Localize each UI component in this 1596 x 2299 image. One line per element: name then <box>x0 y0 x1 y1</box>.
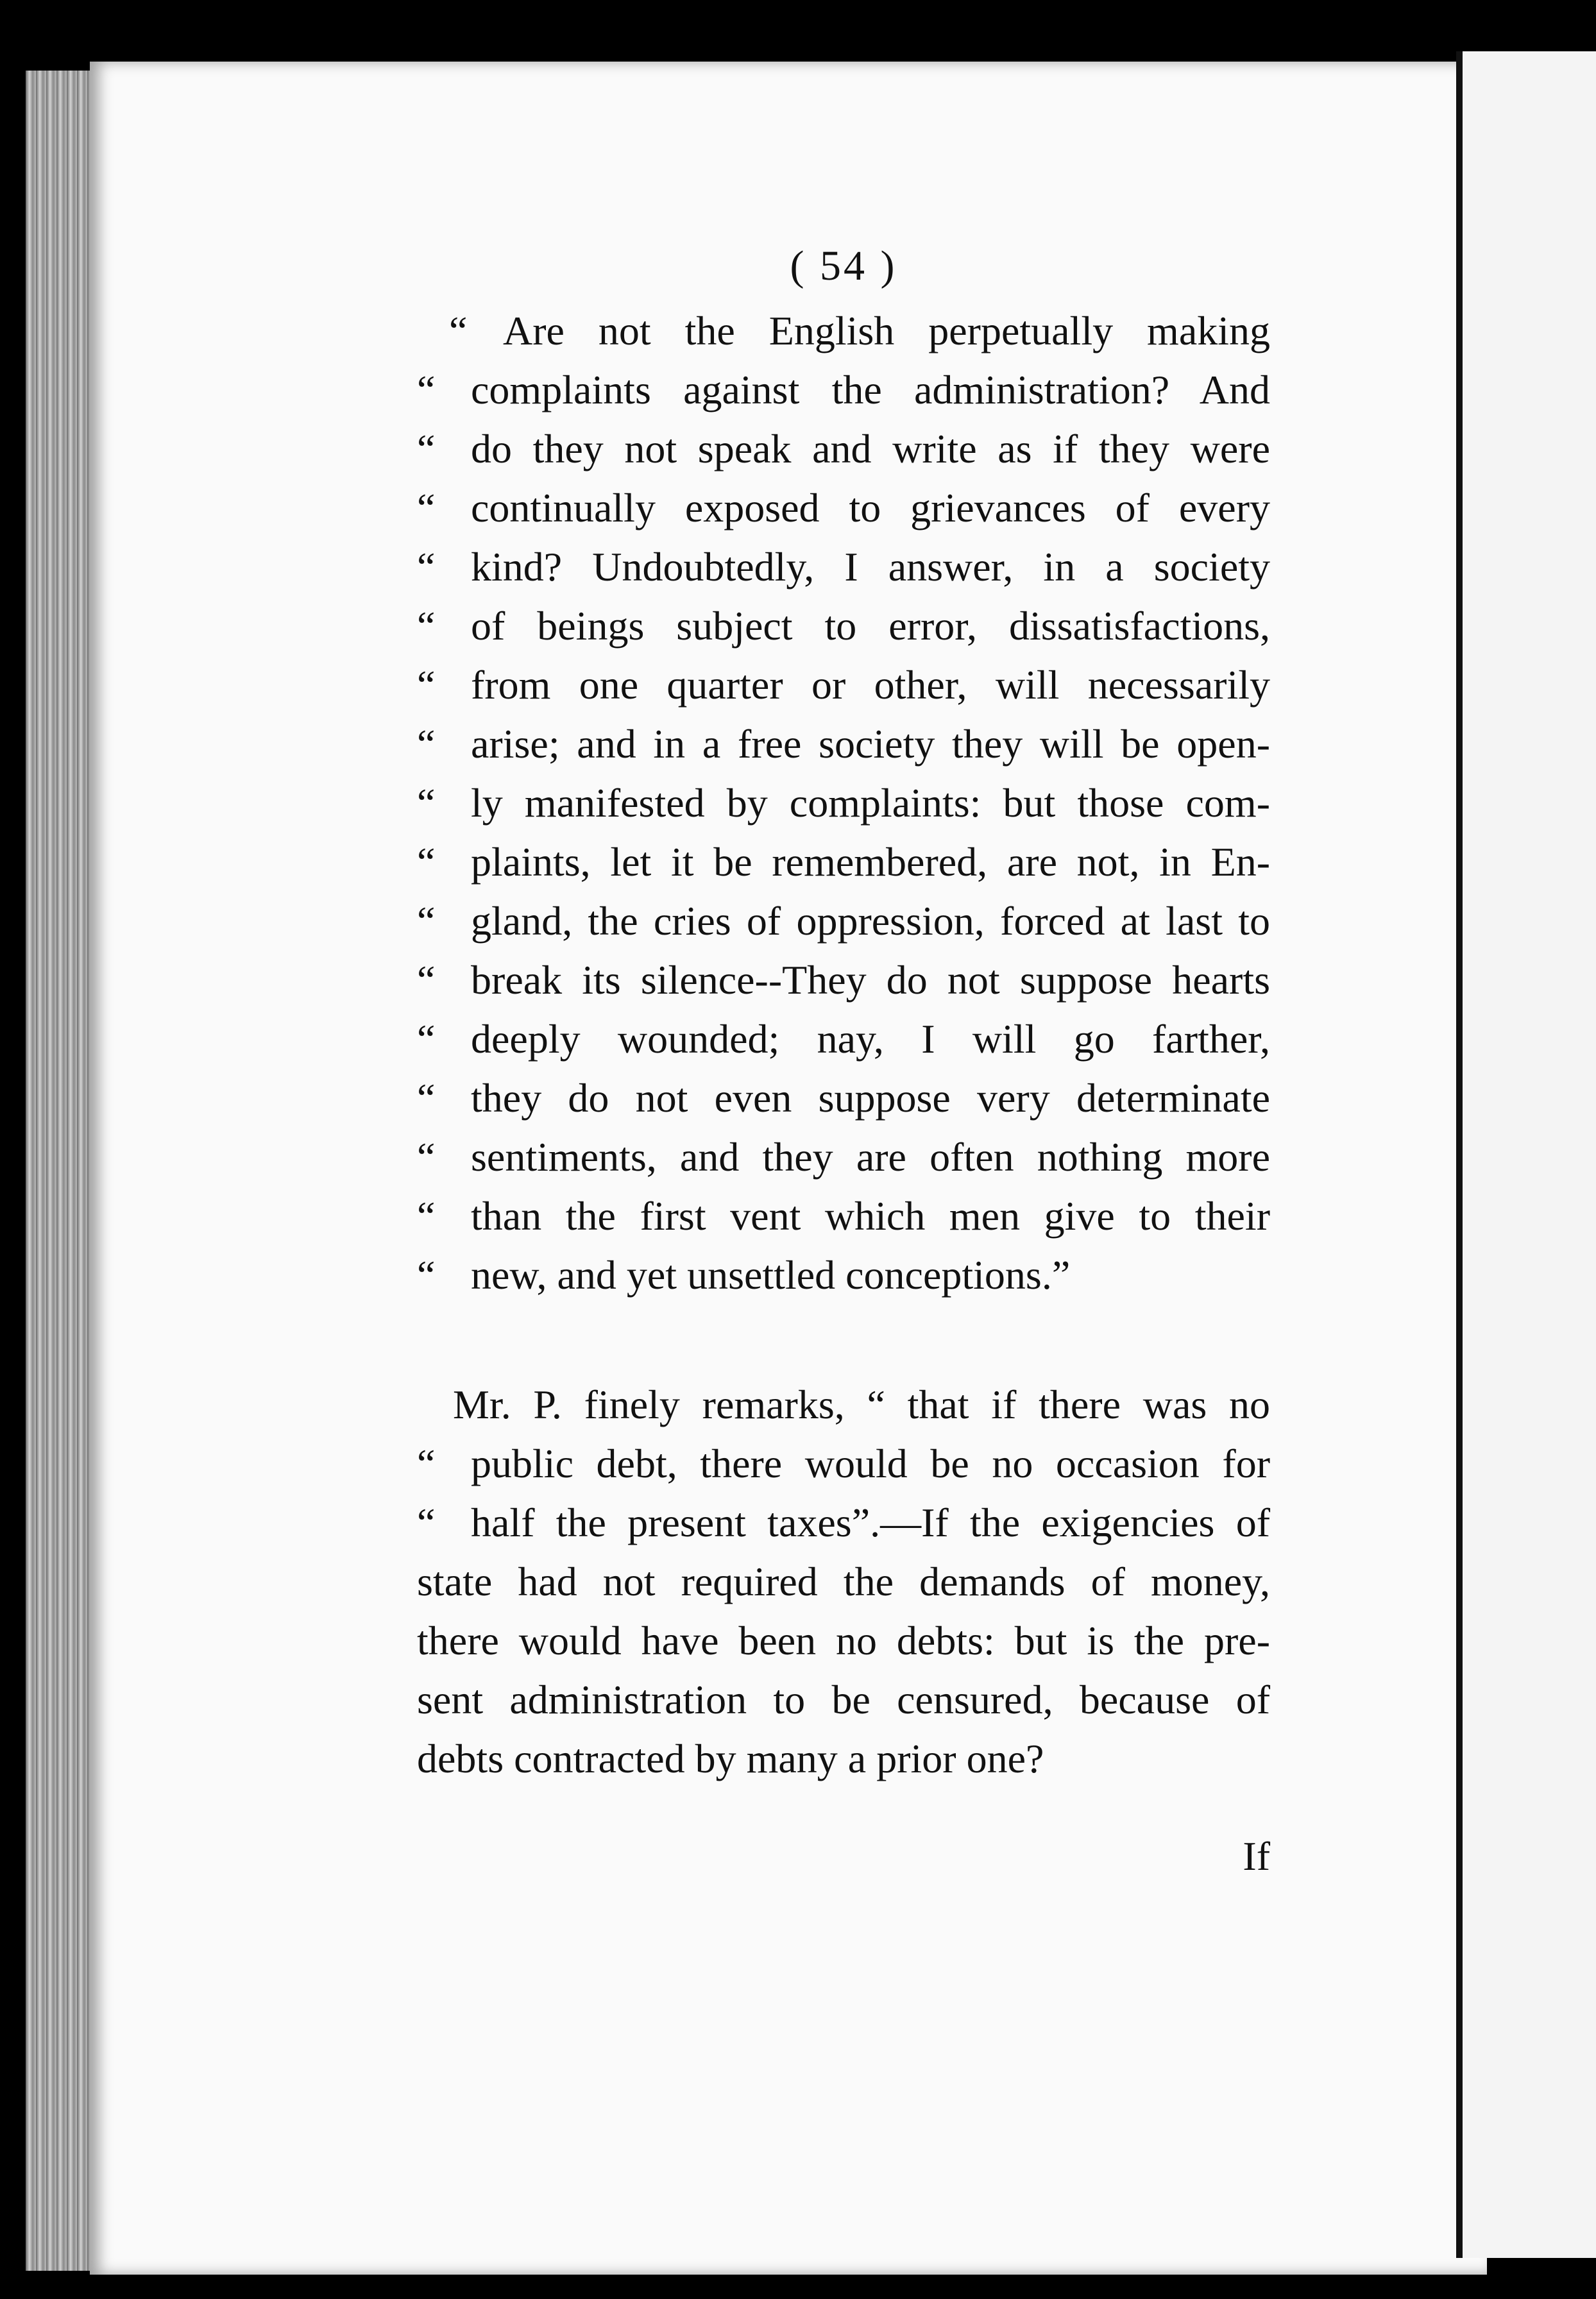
quote-mark: “ <box>417 839 436 885</box>
paragraph-line: “ half the present taxes”.—If the exigencies of <box>417 1493 1270 1552</box>
quote-mark: “ <box>417 1252 436 1298</box>
quote-line: “ continually exposed to grievances of every <box>417 479 1270 538</box>
quote-line: “ plaints, let it be remembered, are not, in En- <box>417 833 1270 892</box>
quote-mark: “ <box>417 1134 436 1180</box>
catchword: If <box>1243 1833 1270 1879</box>
quote-line: “ do they not speak and write as if they were <box>417 420 1270 479</box>
quote-mark: “ <box>417 662 436 708</box>
paragraph-line: there would have been no debts: but is the pre- <box>417 1618 1270 1663</box>
quote-mark: “ <box>417 426 436 471</box>
quote-mark: “ <box>417 1441 436 1486</box>
quote-mark: “ <box>417 1075 436 1121</box>
quote-mark: “ <box>417 544 436 590</box>
page-number: ( 54 ) <box>790 242 897 289</box>
quote-mark: “ <box>417 957 436 1003</box>
quote-line: “ new, and yet unsettled conceptions.” <box>417 1246 1270 1305</box>
page-text <box>417 231 1270 1886</box>
quote-line: “ ly manifested by complaints: but those com- <box>417 774 1270 833</box>
quote-line: “ from one quarter or other, will necessarily <box>417 656 1270 715</box>
quote-line: “ kind? Undoubtedly, I answer, in a society <box>417 538 1270 597</box>
quote-line: “ complaints against the administration? And <box>417 361 1270 420</box>
quote-line: “ arise; and in a free society they will be open- <box>417 715 1270 774</box>
quote-line: “ of beings subject to error, dissatisfactions, <box>417 597 1270 656</box>
quote-mark: “ <box>417 485 436 530</box>
quote-mark: “ <box>417 1016 436 1062</box>
quote-line: “ they do not even suppose very determinate <box>417 1069 1270 1128</box>
quote-line: “ sentiments, and they are often nothing more <box>417 1128 1270 1187</box>
quote-mark: “ <box>417 367 436 412</box>
quote-line: “ gland, the cries of oppression, forced at last to <box>417 892 1270 951</box>
paragraph-line: Mr. P. finely remarks, “ that if there was no <box>453 1382 1270 1427</box>
quote-mark: “ <box>417 898 436 944</box>
right-page-edge <box>1456 51 1596 2258</box>
book-page-edges <box>26 71 96 2271</box>
quote-mark: “ <box>417 1193 436 1239</box>
quote-mark: “ <box>449 308 468 353</box>
paragraph-line: state had not required the demands of money, <box>417 1559 1270 1604</box>
paragraph-line: sent administration to be censured, because of <box>417 1677 1270 1722</box>
quote-mark: “ <box>417 721 436 767</box>
quote-mark: “ <box>417 603 436 649</box>
paragraph-line: debts contracted by many a prior one? <box>417 1736 1044 1781</box>
quote-line: “ than the first vent which men give to their <box>417 1187 1270 1246</box>
quote-mark: “ <box>417 1500 436 1545</box>
paragraph-line: “ public debt, there would be no occasion for <box>417 1434 1270 1493</box>
quote-mark: “ <box>417 780 436 826</box>
quote-line: “ break its silence--They do not suppose hearts <box>417 951 1270 1010</box>
quote-line: “ deeply wounded; nay, I will go farther, <box>417 1010 1270 1069</box>
quote-line: “ Are not the English perpetually making <box>417 301 1270 361</box>
